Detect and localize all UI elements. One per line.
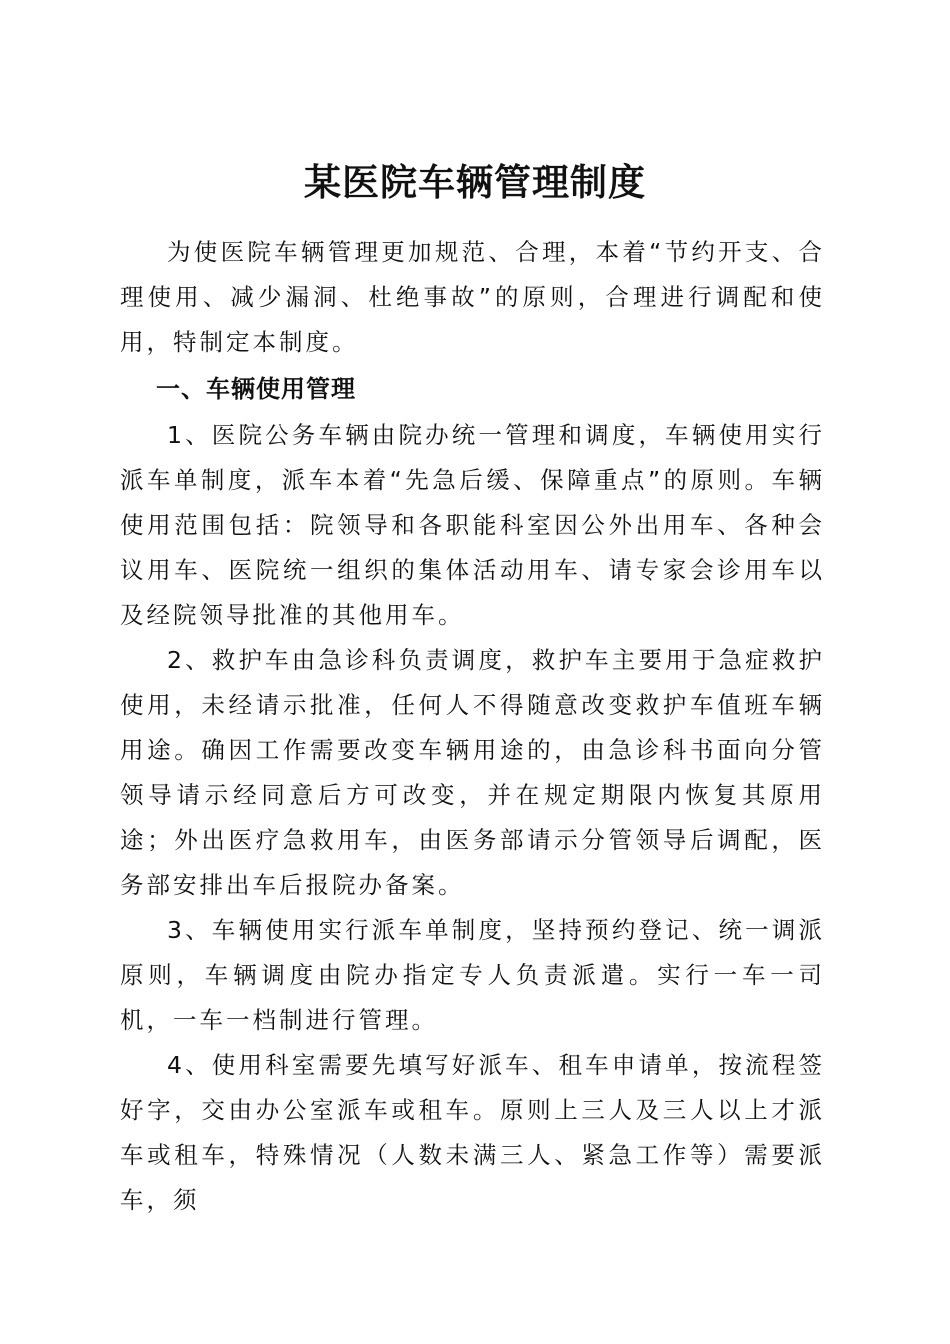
intro-paragraph: 为使医院车辆管理更加规范、合理，本着“节约开支、合理使用、减少漏洞、杜绝事故”的原则，合理进行调配和使用，特制定本制度。 (120, 238, 825, 356)
rule-paragraph-3: 3、车辆使用实行派车单制度，坚持预约登记、统一调派原则，车辆调度由院办指定专人负责派遣。实行一车一司机，一车一档制进行管理。 (120, 916, 825, 1034)
document-body (120, 230, 825, 1223)
rule-paragraph-1: 1、医院公务车辆由院办统一管理和调度，车辆使用实行派车单制度，派车本着“先急后缓、保障重点”的原则。车辆使用范围包括：院领导和各职能科室因公外出用车、各种会议用车、医院统一组织的集体活动用车、请专家会诊用车以及经院领导批准的其他用车。 (120, 421, 825, 629)
document-title: 某医院车辆管理制度 (304, 159, 646, 204)
rule-paragraph-4: 4、使用科室需要先填写好派车、租车申请单，按流程签好字，交由办公室派车或租车。原则上三人及三人以上才派车或租车，特殊情况（人数未满三人、紧急工作等）需要派车，须 (120, 1051, 825, 1214)
section-heading-vehicle-use: 一、车辆使用管理 (156, 375, 356, 403)
rule-paragraph-2: 2、救护车由急诊科负责调度，救护车主要用于急症救护使用，未经请示批准，任何人不得随意改变救护车值班车辆用途。确因工作需要改变车辆用途的，由急诊科书面向分管领导请示经同意后方可改变，并在规定期限内恢复其原用途；外出医疗急救用车，由医务部请示分管领导后调配，医务部安排出车后报院办备案。 (120, 646, 825, 899)
